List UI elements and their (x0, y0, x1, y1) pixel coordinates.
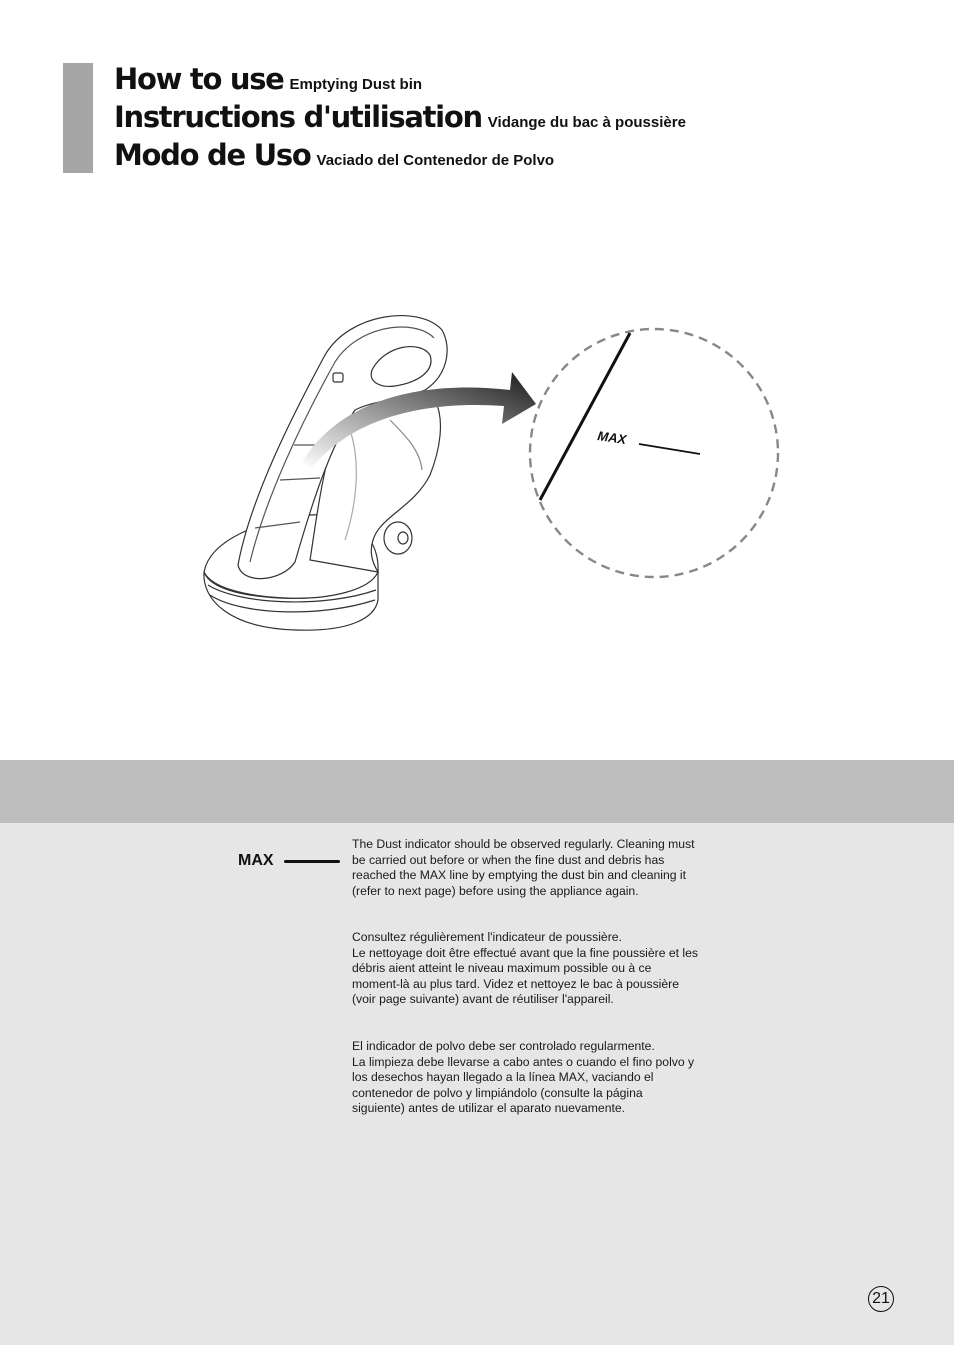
instruction-french-line: moment-là au plus tard. Videz et nettoyez le bac à poussière (352, 976, 679, 991)
instruction-spanish (352, 1039, 732, 1117)
bin-edge-line (540, 333, 630, 500)
title-line-spanish (114, 136, 914, 174)
instruction-spanish-line: El indicador de polvo debe ser controlado regularmente. (352, 1039, 655, 1053)
title-spanish: Modo de Uso (114, 138, 311, 172)
instruction-french-line: (voir page suivante) avant de réutiliser l'appareil. (352, 992, 614, 1007)
instruction-french-line: Le nettoyage doit être effectué avant que la fine poussière et les (352, 945, 699, 960)
instruction-spanish-line: contenedor de polvo y limpiándolo (consulte la página (352, 1085, 643, 1100)
instruction-english-line: (refer to next page) before using the appliance again. (352, 883, 639, 898)
subtitle-spanish: Vaciado del Contenedor de Polvo (316, 152, 555, 169)
title-french: Instructions d'utilisation (114, 100, 482, 134)
instruction-french-line: Consultez régulièrement l'indicateur de poussière. (352, 930, 622, 944)
instruction-french (352, 930, 732, 1008)
instruction-english-line: The Dust indicator should be observed regularly. Cleaning must (352, 837, 695, 851)
max-line (284, 860, 340, 863)
zoom-circle (530, 329, 778, 577)
instruction-spanish-line: los desechos hayan llegado a la línea MAX, vaciando el (352, 1070, 654, 1085)
instruction-english-line: be carried out before or when the fine dust and debris has (352, 852, 665, 867)
title-line-english (114, 60, 914, 98)
page-title (114, 60, 914, 174)
instruction-spanish-line: siguiente) antes de utilizar el aparato nuevamente. (352, 1101, 626, 1116)
subtitle-english: Emptying Dust bin (289, 76, 423, 93)
title-line-french (114, 98, 914, 136)
zoom-max-label: MAX (596, 428, 628, 447)
title-english: How to use (114, 62, 284, 96)
page-number: 21 (868, 1286, 894, 1312)
max-label: MAX (238, 852, 274, 869)
max-indicator (238, 852, 348, 874)
vacuum-illustration (190, 300, 790, 650)
zoom-max-line (639, 444, 700, 454)
instruction-english-line: reached the MAX line by emptying the dust bin and cleaning it (352, 868, 687, 883)
section-band (0, 760, 954, 823)
instruction-english (352, 837, 732, 899)
instruction-spanish-line: La limpieza debe llevarse a cabo antes o cuando el fino polvo y (352, 1054, 695, 1069)
instruction-french-line: débris aient atteint le niveau maximum possible ou à ce (352, 961, 652, 976)
subtitle-french: Vidange du bac à poussière (487, 114, 686, 131)
title-accent-bar (63, 63, 93, 173)
